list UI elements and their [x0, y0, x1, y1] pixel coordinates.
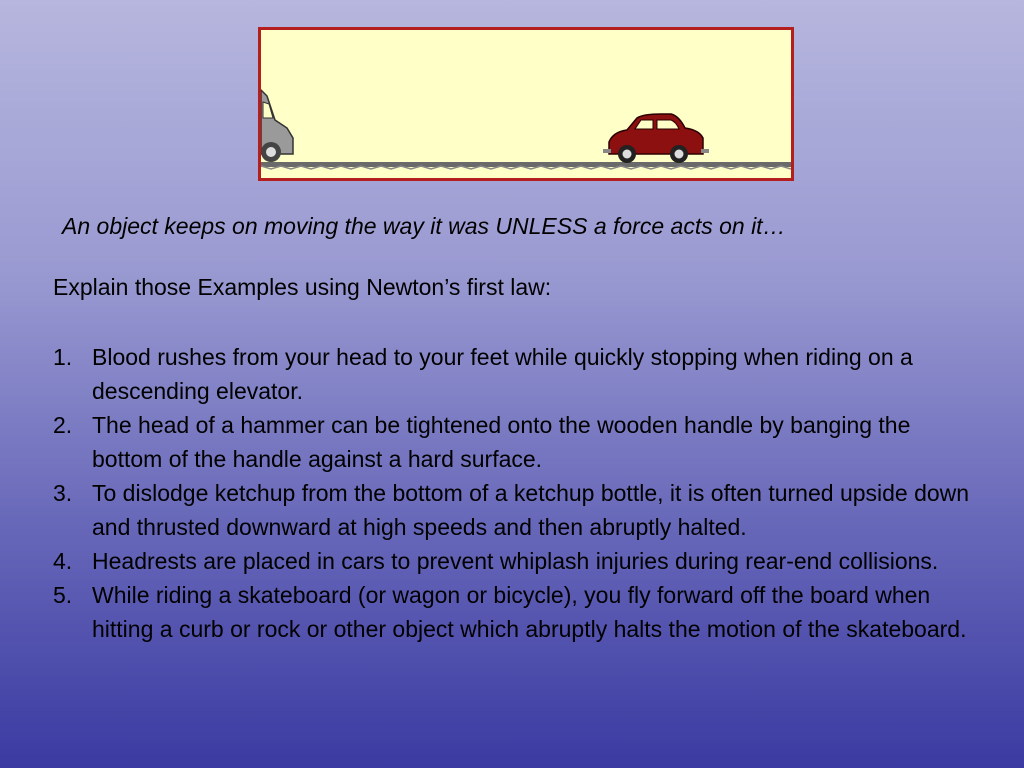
instructions-heading: Explain those Examples using Newton’s first law: [53, 274, 552, 300]
list-item-text: Headrests are placed in cars to prevent whiplash injuries during rear-end collisions. [92, 548, 939, 574]
grey-truck-icon [261, 90, 293, 162]
car-animation-illustration [258, 27, 794, 181]
car-scene-graphic [261, 30, 791, 178]
list-item-number: 4. [53, 548, 73, 574]
list-item-number: 1. [53, 344, 73, 370]
list-item [53, 578, 973, 646]
list-item-text: The head of a hammer can be tightened onto the wooden handle by banging the bottom of the handle against a hard surface. [92, 412, 911, 472]
list-item [53, 476, 973, 544]
list-item-number: 3. [53, 480, 73, 506]
list-item-text: Blood rushes from your head to your feet while quickly stopping when riding on a descending elevator. [92, 344, 913, 404]
red-car-icon [603, 114, 709, 163]
list-item-number: 5. [53, 582, 73, 608]
newton-law-tagline: An object keeps on moving the way it was UNLESS a force acts on it… [62, 213, 786, 239]
list-item [53, 544, 973, 578]
examples-list [53, 340, 973, 646]
list-item-number: 2. [53, 412, 73, 438]
list-item [53, 408, 973, 476]
list-item [53, 340, 973, 408]
list-item-text: While riding a skateboard (or wagon or bicycle), you fly forward off the board when hitting a curb or rock or other object which abruptly halts the motion of the skateboard. [92, 582, 967, 642]
list-item-text: To dislodge ketchup from the bottom of a ketchup bottle, it is often turned upside down and thrusted downward at high speeds and then abruptly halted. [92, 480, 970, 540]
